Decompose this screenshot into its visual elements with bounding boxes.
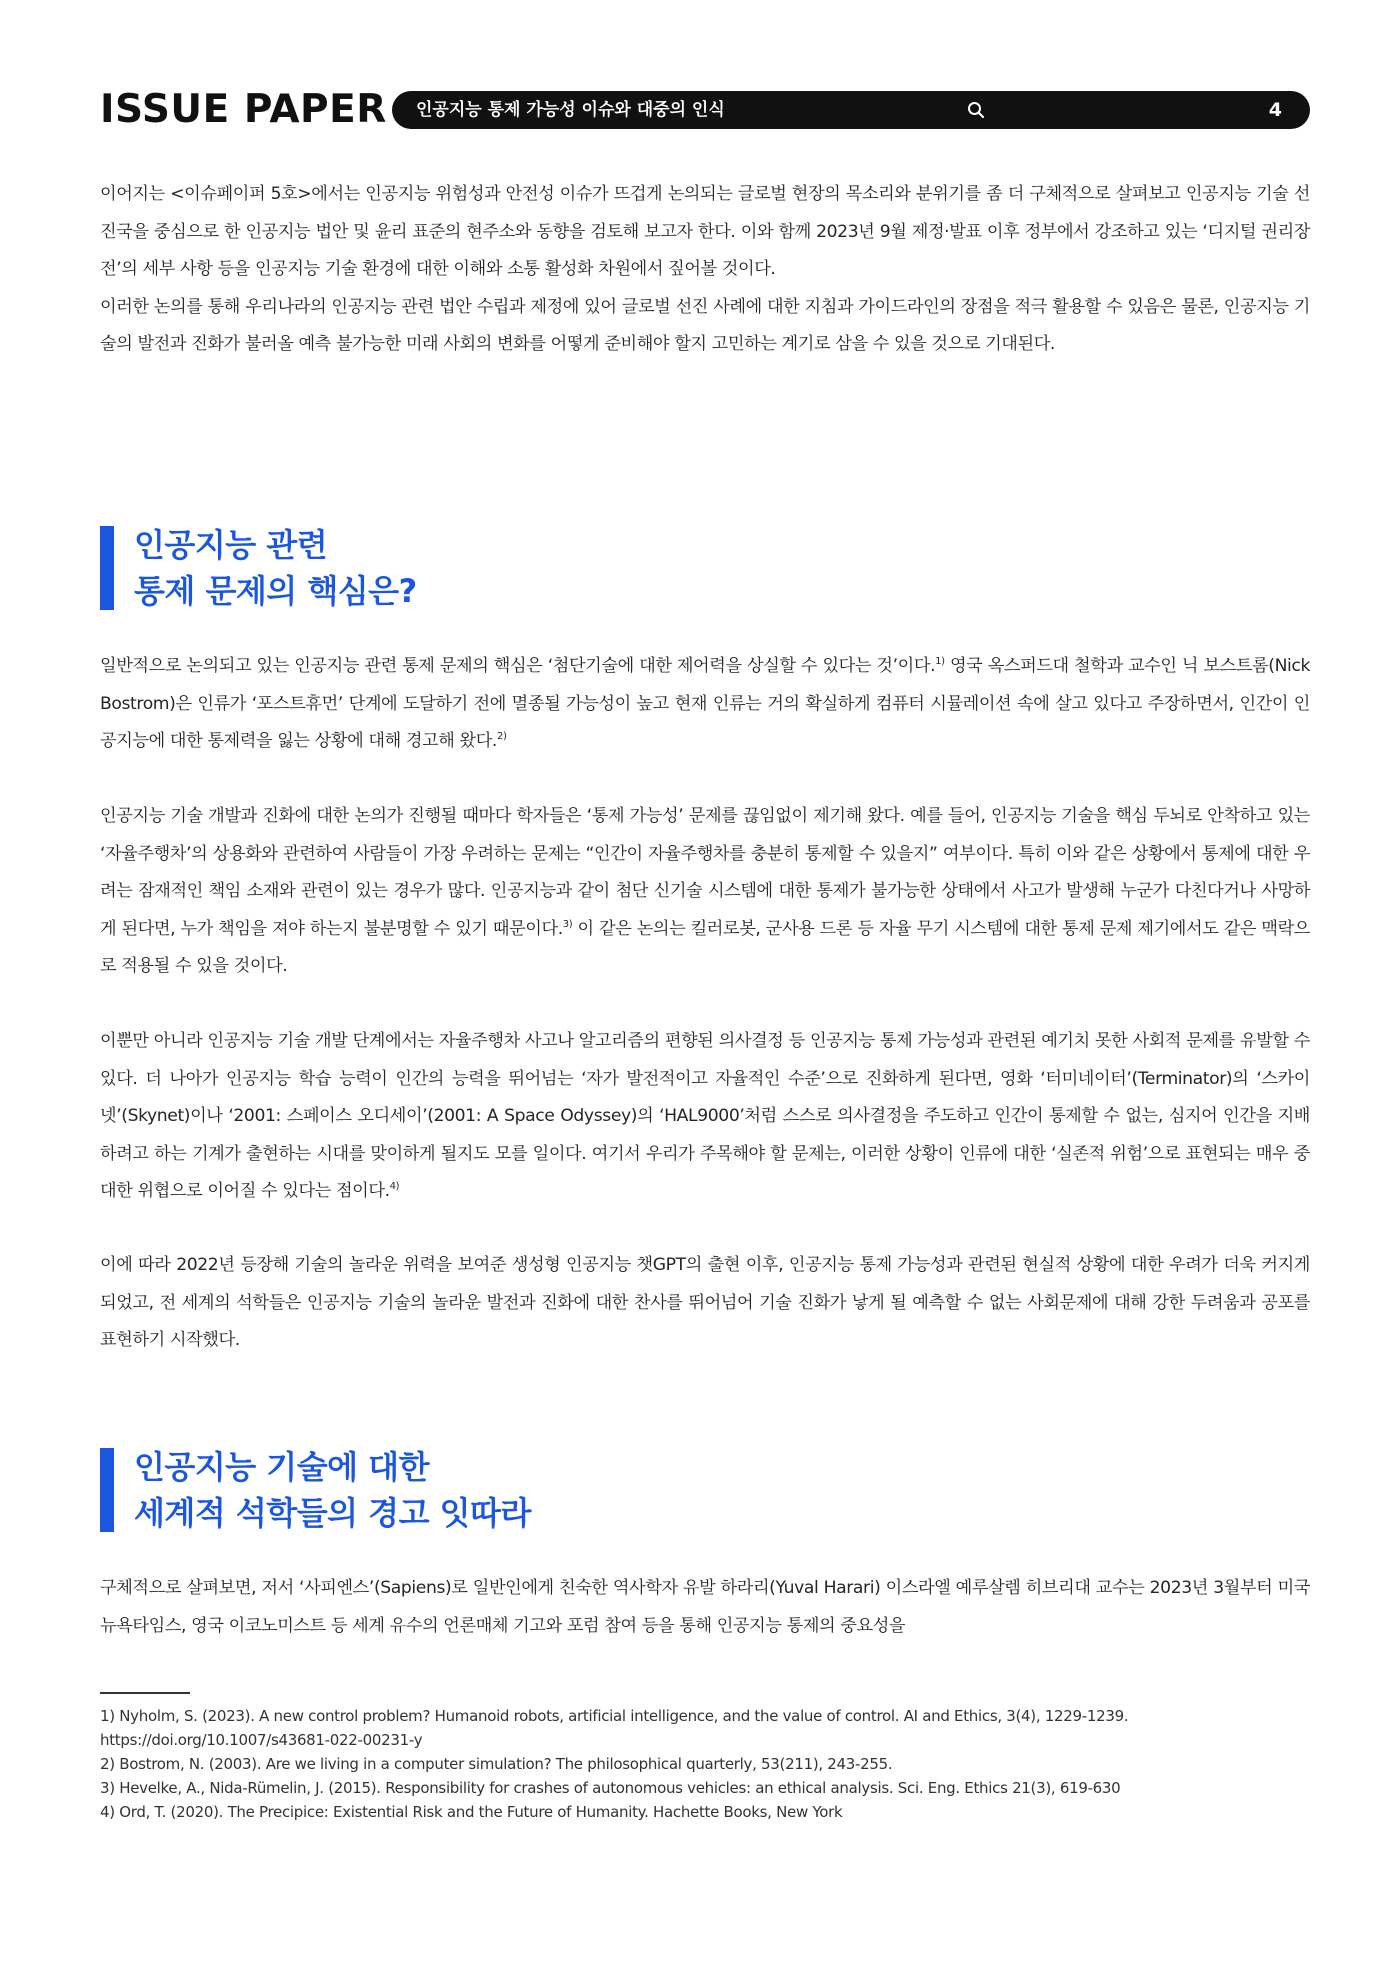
- brand-title: ISSUE PAPER: [100, 87, 387, 132]
- intro-paragraph-2: 이러한 논의를 통해 우리나라의 인공지능 관련 법안 수립과 제정에 있어 글로벌 선진 사례에 대한 지침과 가이드라인의 장점을 적극 활용할 수 있음은 물론, 인공지능 기술의 발전과 진화가 불러올 예측 불가능한 미래 사회의 변화를 어떻게 준비해야 할지 고민하는 계기로 삼을 수 있을 것으로 기대된다.: [100, 296, 1310, 354]
- heading-line: 인공지능 관련: [134, 526, 328, 564]
- section-1-paragraph-2: [100, 798, 1310, 986]
- paragraph-text: 일반적으로 논의되고 있는 인공지능 관련 통제 문제의 핵심은 ‘첨단기술에 대한 제어력을 상실할 수 있다는 것’이다.: [100, 656, 936, 676]
- footnote-ref[interactable]: 4): [389, 1181, 400, 1192]
- heading-accent-bar: [100, 526, 114, 610]
- header-title: 인공지능 통제 가능성 이슈와 대중의 인식: [416, 100, 725, 120]
- intro-block: [100, 176, 1310, 364]
- page-header: [100, 88, 1310, 132]
- paragraph-text: 이에 따라 2022년 등장해 기술의 놀라운 위력을 보여준 생성형 인공지능 챗GPT의 출현 이후, 인공지능 통제 가능성과 관련된 현실적 상황에 대한 우려가 더욱 커지게 되었고, 전 세계의 석학들은 인공지능 기술의 놀라운 발전과 진화에 대한 찬사를 뛰어넘어 기술 진화가 낳게 될 예측할 수 없는 사회문제에 대해 강한 두려움과 공포를 표현하기 시작했다.: [100, 1255, 1310, 1350]
- paragraph-text: 인공지능 기술 개발과 진화에 대한 논의가 진행될 때마다 학자들은 ‘통제 가능성’ 문제를 끊임없이 제기해 왔다. 예를 들어, 인공지능 기술을 핵심 두뇌로 안착하고 있는 ‘자율주행차’의 상용화와 관련하여 사람들이 가장 우려하는 문제는 “인간이 자율주행차를 충분히 통제할 수 있을지” 여부이다. 특히 이와 같은 상황에서 통제에 대한 우려는 잠재적인 책임 소재와 관련이 있는 경우가 많다. 인공지능과 같이 첨단 신기술 시스템에 대한 통제가 불가능한 상태에서 사고가 발생해 누군가 다친다거나 사망하게 된다면, 누가 책임을 져야 하는지 불분명할 수 있기 때문이다.: [100, 806, 1310, 939]
- page-number: 4: [1268, 99, 1282, 121]
- search-icon[interactable]: [967, 101, 985, 119]
- heading-line: 인공지능 기술에 대한: [134, 1448, 429, 1486]
- intro-paragraph-1: 이어지는 <이슈페이퍼 5호>에서는 인공지능 위험성과 안전성 이슈가 뜨겁게 논의되는 글로벌 현장의 목소리와 분위기를 좀 더 구체적으로 살펴보고 인공지능 기술 선진국을 중심으로 한 인공지능 법안 및 윤리 표준의 현주소와 동향을 검토해 보고자 한다. 이와 함께 2023년 9월 제정·발표 이후 정부에서 강조하고 있는 ‘디지털 권리장전’의 세부 사항 등을 인공지능 기술 환경에 대한 이해와 소통 활성화 차원에서 짚어볼 것이다.: [100, 184, 1310, 279]
- section-heading-1-text: [134, 522, 417, 614]
- section-1-paragraph-4: [100, 1247, 1310, 1360]
- paragraph-text: 이 같은 논의는 킬러로봇, 군사용 드론 등 자율 무기 시스템에 대한 통제 문제 제기에서도 같은 맥락으로 적용될 수 있을 것이다.: [100, 918, 1310, 976]
- section-1-paragraph-3: [100, 1023, 1310, 1211]
- section-1-paragraph-1: [100, 648, 1310, 761]
- footnote-item: 2) Bostrom, N. (2003). Are we living in a computer simulation? The philosophical quarterly, 53(211), 243-255.: [100, 1755, 893, 1773]
- footnote-item[interactable]: 1) Nyholm, S. (2023). A new control problem? Humanoid robots, artificial intelligence, and the value of control. AI and Ethics, 3(4), 1229-1239. https://doi.org/10.1007/s43681-022-00231-y: [100, 1707, 1129, 1749]
- header-bar: [392, 91, 1310, 129]
- paragraph-text: 이뿐만 아니라 인공지능 기술 개발 단계에서는 자율주행차 사고나 알고리즘의 편향된 의사결정 등 인공지능 통제 가능성과 관련된 예기치 못한 사회적 문제를 유발할 수 있다. 더 나아가 인공지능 학습 능력이 인간의 능력을 뛰어넘는 ‘자가 발전적이고 자율적인 수준’으로 진화하게 된다면, 영화 ‘터미네이터’(Terminator)의 ‘스카이넷’(Skynet)이나 ‘2001: 스페이스 오디세이’(2001: A Space Odyssey)의 ‘HAL9000’처럼 스스로 의사결정을 주도하고 인간이 통제할 수 없는, 심지어 인간을 지배하려고 하는 기계가 출현하는 시대를 맞이하게 될지도 모를 일이다. 여기서 우리가 주목해야 할 문제는, 이러한 상황이 인류에 대한 ‘실존적 위험’으로 표현되는 매우 중대한 위협으로 이어질 수 있다는 점이다.: [100, 1031, 1310, 1201]
- footnote-ref[interactable]: 2): [496, 731, 507, 742]
- section-heading-2-text: [134, 1444, 531, 1536]
- footnote-item: 3) Hevelke, A., Nida-Rümelin, J. (2015). Responsibility for crashes of autonomous vehicles: an ethical analysis. Sci. Eng. Ethics 21(3), 619-630: [100, 1779, 1121, 1797]
- paragraph-text: 영국 옥스퍼드대 철학과 교수인 닉 보스트롬(Nick Bostrom)은 인류가 ‘포스트휴먼’ 단계에 도달하기 전에 멸종될 가능성이 높고 현재 인류는 거의 확실하게 컴퓨터 시뮬레이션 속에 살고 있다고 주장하면서, 인간이 인공지능에 대한 통제력을 잃는 상황에 대해 경고해 왔다.: [100, 656, 1310, 751]
- footnote-divider: [100, 1692, 190, 1694]
- section-2-paragraph-1: [100, 1570, 1310, 1645]
- heading-accent-bar: [100, 1448, 114, 1532]
- footnote-item: 4) Ord, T. (2020). The Precipice: Existential Risk and the Future of Humanity. Hachette Books, New York: [100, 1803, 843, 1821]
- footnote-ref[interactable]: 1): [935, 656, 945, 667]
- heading-line: 세계적 석학들의 경고 잇따라: [134, 1494, 531, 1532]
- footnote-ref[interactable]: 3): [562, 918, 573, 930]
- paragraph-text: 구체적으로 살펴보면, 저서 ‘사피엔스’(Sapiens)로 일반인에게 친숙한 역사학자 유발 하라리(Yuval Harari) 이스라엘 예루살렘 히브리대 교수는 2023년 3월부터 미국 뉴욕타임스, 영국 이코노미스트 등 세계 유수의 언론매체 기고와 포럼 참여 등을 통해 인공지능 통제의 중요성을: [100, 1578, 1310, 1636]
- footnotes: [100, 1704, 1310, 1824]
- heading-line: 통제 문제의 핵심은?: [134, 572, 417, 610]
